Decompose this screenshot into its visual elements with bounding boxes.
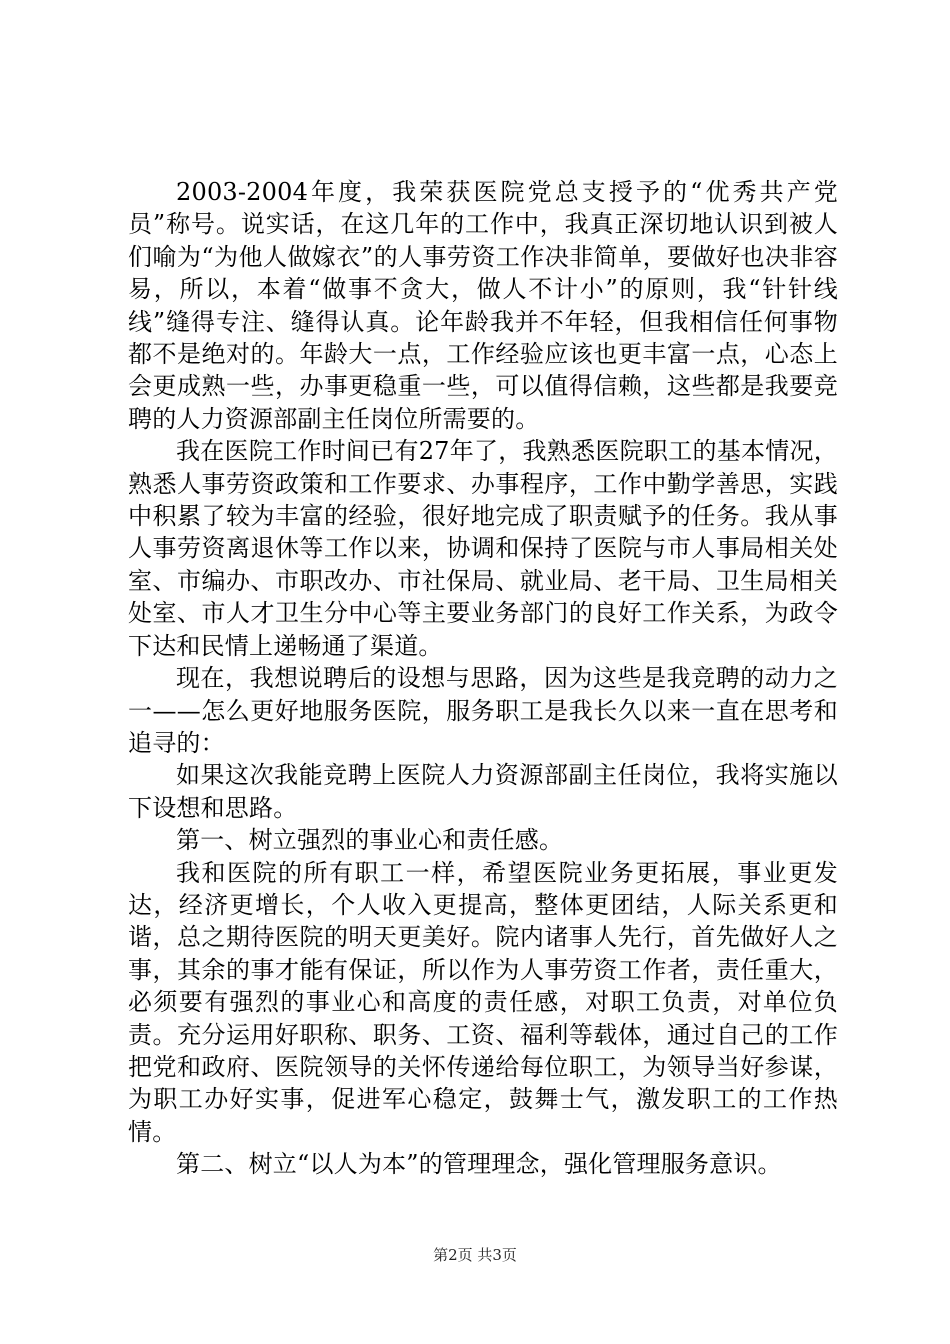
paragraph-responsibility: 我和医院的所有职工一样，希望医院业务更拓展，事业更发达，经济更增长，个人收入更提高，整体更团结，人际关系更和谐，总之期待医院的明天更美好。院内诸事人先行，首先做好人之事，其余的事才能有保证，所以作为人事劳资工作者，责任重大，必须要有强烈的事业心和高度的责任感，对职工负责，对单位负责。充分运用好职称、职务、工资、福利等载体，通过自己的工作把党和政府、医院领导的关怀传递给每位职工，为领导当好参谋，为职工办好实事，促进军心稳定，鼓舞士气，激发职工的工作热情。 bbox=[128, 858, 838, 1146]
paragraph-plans-statement: 如果这次我能竞聘上医院人力资源部副主任岗位，我将实施以下设想和思路。 bbox=[128, 761, 838, 822]
paragraph-award: 2003-2004年度，我荣获医院党总支授予的“优秀共产党员”称号。说实话，在这几年的工作中，我真正深切地认识到被人们喻为“为他人做嫁衣”的人事劳资工作决非简单，要做好也决非容易，所以，本着“做事不贪大，做人不计小”的原则，我“针针线线”缝得专注、缝得认真。论年龄我并不年轻，但我相信任何事物都不是绝对的。年龄大一点，工作经验应该也更丰富一点，心态上会更成熟一些，办事更稳重一些，可以值得信赖，这些都是我要竞聘的人力资源部副主任岗位所需要的。 bbox=[128, 178, 838, 433]
page-number-footer: 第2页 共3页 bbox=[433, 1246, 517, 1264]
paragraph-experience: 我在医院工作时间已有27年了，我熟悉医院职工的基本情况，熟悉人事劳资政策和工作要求、办事程序，工作中勤学善思，实践中积累了较为丰富的经验，很好地完成了职责赋予的任务。我从事人事劳资离退休等工作以来，协调和保持了医院与市人事局相关处室、市编办、市职改办、市社保局、就业局、老干局、卫生局相关处室、市人才卫生分中心等主要业务部门的良好工作关系，为政令下达和民情上递畅通了渠道。 bbox=[128, 437, 838, 660]
document-body bbox=[128, 176, 838, 1181]
paragraph-plans-intro: 现在，我想说聘后的设想与思路，因为这些是我竞聘的动力之一——怎么更好地服务医院，服务职工是我长久以来一直在思考和追寻的： bbox=[128, 664, 838, 757]
heading-second-point: 第二、树立“以人为本”的管理理念，强化管理服务意识。 bbox=[176, 1150, 782, 1179]
heading-first-point: 第一、树立强烈的事业心和责任感。 bbox=[176, 826, 564, 855]
